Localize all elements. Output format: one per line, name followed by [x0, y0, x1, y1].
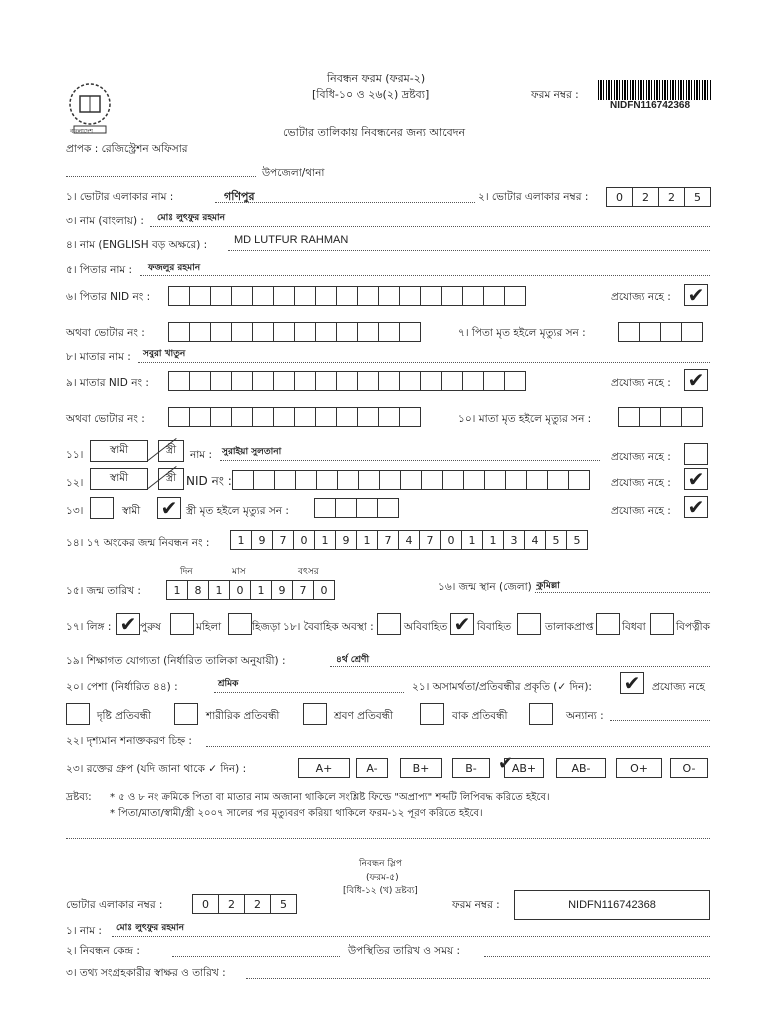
field-17-label: ১৭। লিঙ্গ :: [66, 621, 112, 633]
blood-a-neg[interactable]: A-: [356, 758, 388, 778]
digit-box[interactable]: [442, 470, 464, 490]
speech-disability-checkbox[interactable]: [420, 703, 444, 725]
digit-box: 5: [270, 894, 297, 914]
digit-box[interactable]: [547, 470, 569, 490]
physical-disability-label: শারীরিক প্রতিবন্ধী: [206, 710, 280, 722]
slip-attendance-label: উপস্থিতির তারিখ ও সময় :: [348, 945, 461, 957]
birth-district-value: কুমিল্লা: [537, 581, 560, 591]
digit-box[interactable]: [189, 371, 211, 391]
digit-box: 5: [684, 187, 711, 207]
digit-box[interactable]: [168, 371, 190, 391]
digit-box[interactable]: 1: [208, 580, 230, 600]
digit-box[interactable]: 0: [293, 530, 315, 550]
digit-box[interactable]: 1: [166, 580, 188, 600]
year-label: বৎসর: [298, 567, 319, 577]
blood-o-neg[interactable]: O-: [670, 758, 708, 778]
upazila-line: [66, 176, 256, 177]
disability-na-label: প্রযোজ্য নহে: [652, 681, 705, 693]
digit-box[interactable]: [356, 498, 378, 518]
digit-box[interactable]: [400, 470, 422, 490]
digit-box[interactable]: [420, 286, 442, 306]
digit-box[interactable]: 0: [440, 530, 462, 550]
digit-box[interactable]: 5: [566, 530, 588, 550]
digit-box[interactable]: [189, 286, 211, 306]
digit-box[interactable]: [399, 322, 421, 342]
slip-center-line: [172, 956, 340, 957]
form-number-label: ফরম নম্বর :: [531, 89, 579, 101]
day-label: দিন: [180, 567, 193, 577]
separator-line: [66, 838, 710, 839]
spouse-name-value: সুরাইয়া সুলতানা: [222, 447, 282, 457]
field-13-label: ১৩।: [66, 505, 84, 517]
digit-box[interactable]: [335, 498, 357, 518]
digit-box[interactable]: [315, 286, 337, 306]
spouse-death-year-boxes: [314, 498, 399, 518]
husband-death-checkbox[interactable]: [90, 497, 114, 519]
digit-box[interactable]: 7: [272, 530, 294, 550]
field-14-label: ১৪। ১৭ অংকের জন্ম নিবন্ধন নং :: [66, 537, 210, 549]
digit-box: 2: [658, 187, 685, 207]
digit-box[interactable]: [568, 470, 590, 490]
digit-box[interactable]: [504, 371, 526, 391]
unmarried-checkbox[interactable]: [377, 613, 401, 635]
digit-box[interactable]: [337, 470, 359, 490]
digit-box[interactable]: [484, 470, 506, 490]
physical-disability-checkbox[interactable]: [174, 703, 198, 725]
digit-box[interactable]: [639, 407, 661, 427]
digit-box[interactable]: [294, 371, 316, 391]
digit-box: 2: [244, 894, 271, 914]
digit-box[interactable]: [463, 470, 485, 490]
month-label: মাস: [232, 567, 246, 577]
widow-label: বিধবা: [622, 621, 646, 633]
digit-box[interactable]: [483, 286, 505, 306]
not-applicable-12: প্রযোজ্য নহে :: [611, 477, 671, 489]
visual-disability-label: দৃষ্টি প্রতিবন্ধী: [97, 710, 152, 722]
field-3-line: [150, 226, 710, 227]
field-9-label: ৯। মাতার NID নং :: [66, 377, 149, 389]
slip-area-no-label: ভোটার এলাকার নম্বর :: [66, 899, 163, 911]
digit-box[interactable]: [357, 371, 379, 391]
blood-b-neg[interactable]: B-: [452, 758, 490, 778]
field-11-label: ১১।: [66, 449, 84, 461]
other-disability-line: [610, 720, 710, 721]
digit-box[interactable]: 1: [356, 530, 378, 550]
digit-box[interactable]: [294, 322, 316, 342]
digit-box: 0: [192, 894, 219, 914]
digit-box[interactable]: [505, 470, 527, 490]
blood-b-pos[interactable]: B+: [400, 758, 442, 778]
notes-label: দ্রষ্টব্য:: [66, 791, 92, 803]
digit-box[interactable]: 7: [419, 530, 441, 550]
mother-name-value: সবুরা খাতুন: [143, 349, 186, 359]
digit-box[interactable]: [504, 286, 526, 306]
blood-ab-neg[interactable]: AB-: [556, 758, 606, 778]
field-18-label: ১৮। বৈবাহিক অবস্থা :: [283, 621, 374, 633]
digit-box[interactable]: [252, 286, 274, 306]
digit-box[interactable]: 0: [313, 580, 335, 600]
recipient: প্রাপক : রেজিস্ট্রেশন অফিসার: [66, 143, 188, 155]
field-2-label: ২। ভোটার এলাকার নম্বর :: [478, 191, 589, 203]
field-22-label: ২২। দৃশ্যমান শনাক্তকরণ চিহ্ন :: [66, 735, 192, 747]
digit-box[interactable]: [357, 322, 379, 342]
spouse-death-na-checkbox[interactable]: ✔: [684, 496, 708, 518]
digit-box[interactable]: 1: [482, 530, 504, 550]
spouse-nid-na-checkbox[interactable]: ✔: [684, 468, 708, 490]
voter-area-number-boxes: [606, 187, 711, 207]
digit-box[interactable]: 4: [398, 530, 420, 550]
mother-nid-boxes: [168, 371, 526, 391]
digit-box[interactable]: [295, 470, 317, 490]
father-nid-na-checkbox[interactable]: ✔: [684, 284, 708, 306]
digit-box[interactable]: 9: [271, 580, 293, 600]
digit-box[interactable]: [231, 407, 253, 427]
widower-checkbox[interactable]: [650, 613, 674, 635]
wife-death-year-label: স্ত্রী মৃত হইলে মৃত্যুর সন :: [186, 505, 289, 517]
divorced-label: তালাকপ্রাপ্ত: [545, 621, 594, 633]
male-checkbox[interactable]: ✔: [116, 613, 140, 635]
digit-box[interactable]: 1: [230, 530, 252, 550]
widower-label: বিপত্নীক: [676, 621, 711, 633]
form-title: নিবন্ধন ফরম (ফরম-২): [327, 72, 426, 85]
digit-box[interactable]: [639, 322, 661, 342]
slip-center-label: ২। নিবন্ধন কেন্দ্র :: [66, 945, 140, 957]
husband-label-13: স্বামী: [122, 505, 141, 517]
slip-attendance-line: [484, 956, 710, 957]
digit-box[interactable]: [316, 470, 338, 490]
not-applicable-11: প্রযোজ্য নহে :: [611, 451, 671, 463]
field-22-line: [206, 746, 710, 747]
speech-disability-label: বাক প্রতিবন্ধী: [452, 710, 508, 722]
field-12-label: ১২।: [66, 477, 84, 489]
birth-registration-boxes: [230, 530, 588, 550]
married-label: বিবাহিত: [477, 621, 512, 633]
digit-box[interactable]: [378, 286, 400, 306]
digit-box[interactable]: [660, 407, 682, 427]
digit-box[interactable]: [168, 286, 190, 306]
digit-box[interactable]: [210, 371, 232, 391]
digit-box[interactable]: [273, 407, 295, 427]
digit-box[interactable]: [336, 371, 358, 391]
digit-box[interactable]: [357, 407, 379, 427]
name-bangla-value: মোঃ লুৎফুর রহমান: [157, 213, 226, 223]
blood-o-pos[interactable]: O+: [616, 758, 662, 778]
field-4-line: [228, 250, 710, 251]
digit-box[interactable]: 1: [250, 580, 272, 600]
digit-box[interactable]: [421, 470, 443, 490]
blood-a-pos[interactable]: A+: [298, 758, 350, 778]
digit-box[interactable]: [231, 286, 253, 306]
digit-box[interactable]: [462, 371, 484, 391]
digit-box: 0: [606, 187, 633, 207]
spouse-name-label: নাম :: [190, 449, 213, 461]
slip-name-line: [112, 936, 710, 937]
field-11-line: [220, 460, 600, 461]
field-19-label: ১৯। শিক্ষাগত যোগ্যতা (নির্ধারিত তালিকা অনুযায়ী) :: [66, 655, 286, 667]
digit-box[interactable]: 9: [335, 530, 357, 550]
digit-box[interactable]: [314, 498, 336, 518]
father-name-value: ফজলুর রহমান: [148, 263, 201, 273]
female-label: মহিলা: [196, 621, 222, 633]
other-disability-label: অন্যান্য :: [566, 710, 604, 722]
digit-box[interactable]: [168, 407, 190, 427]
digit-box[interactable]: [358, 470, 380, 490]
female-checkbox[interactable]: [170, 613, 194, 635]
digit-box[interactable]: [526, 470, 548, 490]
digit-box[interactable]: [252, 371, 274, 391]
widow-checkbox[interactable]: [596, 613, 620, 635]
name-english-value: MD LUTFUR RAHMAN: [234, 234, 349, 246]
mother-death-year-boxes: [618, 407, 703, 427]
field-8-label: ৮। মাতার নাম :: [66, 351, 131, 363]
digit-box[interactable]: [399, 407, 421, 427]
digit-box[interactable]: [210, 322, 232, 342]
digit-box[interactable]: [420, 371, 442, 391]
digit-box[interactable]: [379, 470, 401, 490]
field-23-label: ২৩। রক্তের গ্রুপ (যদি জানা থাকে ✓ দিন) :: [66, 763, 247, 775]
digit-box[interactable]: [252, 322, 274, 342]
blood-ab-pos-check: ✔: [498, 753, 514, 774]
digit-box[interactable]: 4: [524, 530, 546, 550]
digit-box[interactable]: [294, 286, 316, 306]
husband-option-11[interactable]: স্বামী: [90, 440, 148, 462]
wife-death-checkbox[interactable]: ✔: [157, 497, 181, 519]
field-6-label: ৬। পিতার NID নং :: [66, 291, 151, 303]
field-20-label: ২০। পেশা (নির্ধারিত ৪৪) :: [66, 681, 178, 693]
spouse-name-na-checkbox[interactable]: [684, 443, 708, 465]
father-death-year-boxes: [618, 322, 703, 342]
digit-box[interactable]: [210, 286, 232, 306]
slip-collector-line: [246, 978, 710, 979]
digit-box[interactable]: [483, 371, 505, 391]
field-15-label: ১৫। জন্ম তারিখ :: [66, 585, 141, 597]
digit-box[interactable]: [378, 371, 400, 391]
field-4-label: ৪। নাম (ENGLISH বড় অক্ষরে) :: [66, 239, 208, 251]
digit-box[interactable]: [681, 407, 703, 427]
unmarried-label: অবিবাহিত: [404, 621, 448, 633]
digit-box[interactable]: [189, 322, 211, 342]
digit-box[interactable]: [399, 286, 421, 306]
rule-reference: [বিধি-১০ ও ২৬(২) দ্রষ্টব্য]: [312, 88, 430, 101]
father-nid-boxes: [168, 286, 526, 306]
digit-box[interactable]: [618, 322, 640, 342]
wife-option-11[interactable]: স্ত্রী: [158, 440, 184, 462]
digit-box[interactable]: [273, 371, 295, 391]
note-2: * পিতা/মাতা/স্বামী/স্ত্রী ২০০৭ সালের পর মৃত্যুবরণ করিয়া থাকিলে ফরম-১২ পূরণ করিতে হইবে।: [110, 808, 483, 819]
digit-box[interactable]: 8: [187, 580, 209, 600]
field-3-label: ৩। নাম (বাংলায়) :: [66, 215, 144, 227]
wife-option-12[interactable]: স্ত্রী: [158, 468, 184, 490]
digit-box[interactable]: [618, 407, 640, 427]
digit-box[interactable]: [660, 322, 682, 342]
digit-box[interactable]: 1: [314, 530, 336, 550]
digit-box[interactable]: [336, 407, 358, 427]
digit-box[interactable]: 5: [545, 530, 567, 550]
hearing-disability-checkbox[interactable]: [303, 703, 327, 725]
digit-box[interactable]: [378, 407, 400, 427]
digit-box[interactable]: [399, 371, 421, 391]
digit-box[interactable]: [231, 371, 253, 391]
field-1-label: ১। ভোটার এলাকার নাম :: [66, 191, 174, 203]
digit-box[interactable]: 0: [229, 580, 251, 600]
barcode-number: NIDFN116742368: [610, 100, 691, 111]
slip-area-number-boxes: [192, 894, 297, 914]
not-applicable-9: প্রযোজ্য নহে :: [611, 377, 671, 389]
digit-box[interactable]: [252, 407, 274, 427]
digit-box[interactable]: [336, 322, 358, 342]
digit-box[interactable]: 1: [461, 530, 483, 550]
hijra-checkbox[interactable]: [228, 613, 252, 635]
digit-box[interactable]: [253, 470, 275, 490]
digit-box[interactable]: [210, 407, 232, 427]
married-checkbox[interactable]: ✔: [450, 613, 474, 635]
digit-box[interactable]: [168, 322, 190, 342]
field-7-label: ৭। পিতা মৃত হইলে মৃত্যুর সন :: [458, 327, 586, 339]
slip-name-value: মোঃ লুৎফুর রহমান: [116, 923, 185, 933]
field-20-line: [214, 692, 404, 693]
field-5-line: [140, 275, 710, 276]
slip-name-label: ১। নাম :: [66, 925, 102, 937]
barcode: [598, 80, 712, 100]
digit-box[interactable]: 9: [251, 530, 273, 550]
digit-box[interactable]: [336, 286, 358, 306]
not-applicable-6: প্রযোজ্য নহে :: [611, 291, 671, 303]
field-19-line: [330, 666, 710, 667]
digit-box[interactable]: 3: [503, 530, 525, 550]
application-title: ভোটার তালিকায় নিবন্ধনের জন্য আবেদন: [283, 126, 466, 139]
other-disability-checkbox[interactable]: [529, 703, 553, 725]
hijra-label: হিজড়া: [252, 621, 281, 633]
field-21-label: ২১। অসামর্থতা/প্রতিবন্ধীর প্রকৃতি (✓ দিন):: [412, 681, 592, 693]
digit-box[interactable]: [294, 407, 316, 427]
hearing-disability-label: শ্রবণ প্রতিবন্ধী: [334, 710, 394, 722]
blood-ab-pos[interactable]: AB+: [504, 758, 544, 778]
not-applicable-13: প্রযোজ্য নহে :: [611, 505, 671, 517]
digit-box[interactable]: [231, 322, 253, 342]
slip-form-no-label: ফরম নম্বর :: [452, 899, 500, 911]
divorced-checkbox[interactable]: [517, 613, 541, 635]
digit-box[interactable]: [315, 371, 337, 391]
field-16-line: [535, 592, 710, 593]
digit-box[interactable]: [681, 322, 703, 342]
digit-box[interactable]: [462, 286, 484, 306]
voter-area-name-value: গণিপুর: [224, 190, 255, 203]
digit-box[interactable]: [357, 286, 379, 306]
field-10-label: ১০। মাতা মৃত হইলে মৃত্যুর সন :: [458, 413, 592, 425]
upazila-label: উপজেলা/থানা: [262, 167, 325, 179]
slip-form: (ফরম-৫): [366, 873, 399, 883]
slip-collector-label: ৩। তথ্য সংগ্রহকারীর স্বাক্ষর ও তারিখ :: [66, 967, 226, 979]
mother-voter-no-boxes: [168, 407, 421, 427]
occupation-value: শ্রমিক: [218, 679, 239, 689]
or-voter-no-label-1: অথবা ভোটার নং :: [66, 327, 145, 339]
digit-box[interactable]: 7: [377, 530, 399, 550]
visual-disability-checkbox[interactable]: [66, 703, 90, 725]
or-voter-no-label-2: অথবা ভোটার নং :: [66, 413, 145, 425]
note-1: * ৫ ও ৮ নং ক্রমিকে পিতা বা মাতার নাম অজানা থাকিলে সংশ্লিষ্ট ফিল্ডে "অপ্রাপ্য" শব্দটি লিপিবদ্ধ করিতে হইবে।: [110, 792, 550, 803]
birth-date-boxes: [166, 580, 335, 600]
digit-box[interactable]: [315, 407, 337, 427]
field-5-label: ৫। পিতার নাম :: [66, 264, 133, 276]
digit-box[interactable]: [274, 470, 296, 490]
digit-box[interactable]: [273, 286, 295, 306]
slip-form-number: NIDFN116742368: [514, 890, 710, 920]
field-8-line: [138, 362, 710, 363]
disability-na-checkbox[interactable]: ✔: [620, 672, 644, 694]
slip-rule: [বিধি-১২ (খ) দ্রষ্টব্য]: [343, 886, 418, 896]
digit-box[interactable]: [189, 407, 211, 427]
field-16-label: ১৬। জন্ম স্থান (জেলা) :: [438, 581, 539, 593]
spouse-nid-boxes: [232, 470, 590, 490]
digit-box[interactable]: [273, 322, 295, 342]
digit-box[interactable]: [315, 322, 337, 342]
male-label: পুরুষ: [140, 621, 161, 633]
digit-box[interactable]: [441, 286, 463, 306]
digit-box: 2: [218, 894, 245, 914]
spouse-nid-label: NID নং :: [186, 474, 232, 488]
field-1-line: [215, 202, 475, 203]
digit-box[interactable]: 7: [292, 580, 314, 600]
father-voter-no-boxes: [168, 322, 421, 342]
digit-box[interactable]: [441, 371, 463, 391]
digit-box[interactable]: [378, 322, 400, 342]
digit-box: 2: [632, 187, 659, 207]
education-value: ৪র্থ শ্রেণী: [336, 655, 370, 665]
slip-title: নিবন্ধন স্লিপ: [359, 859, 402, 869]
digit-box[interactable]: [377, 498, 399, 518]
mother-nid-na-checkbox[interactable]: ✔: [684, 369, 708, 391]
digit-box[interactable]: [232, 470, 254, 490]
husband-option-12[interactable]: স্বামী: [90, 468, 148, 490]
logo-caption: বাংলাদেশ: [70, 128, 93, 135]
